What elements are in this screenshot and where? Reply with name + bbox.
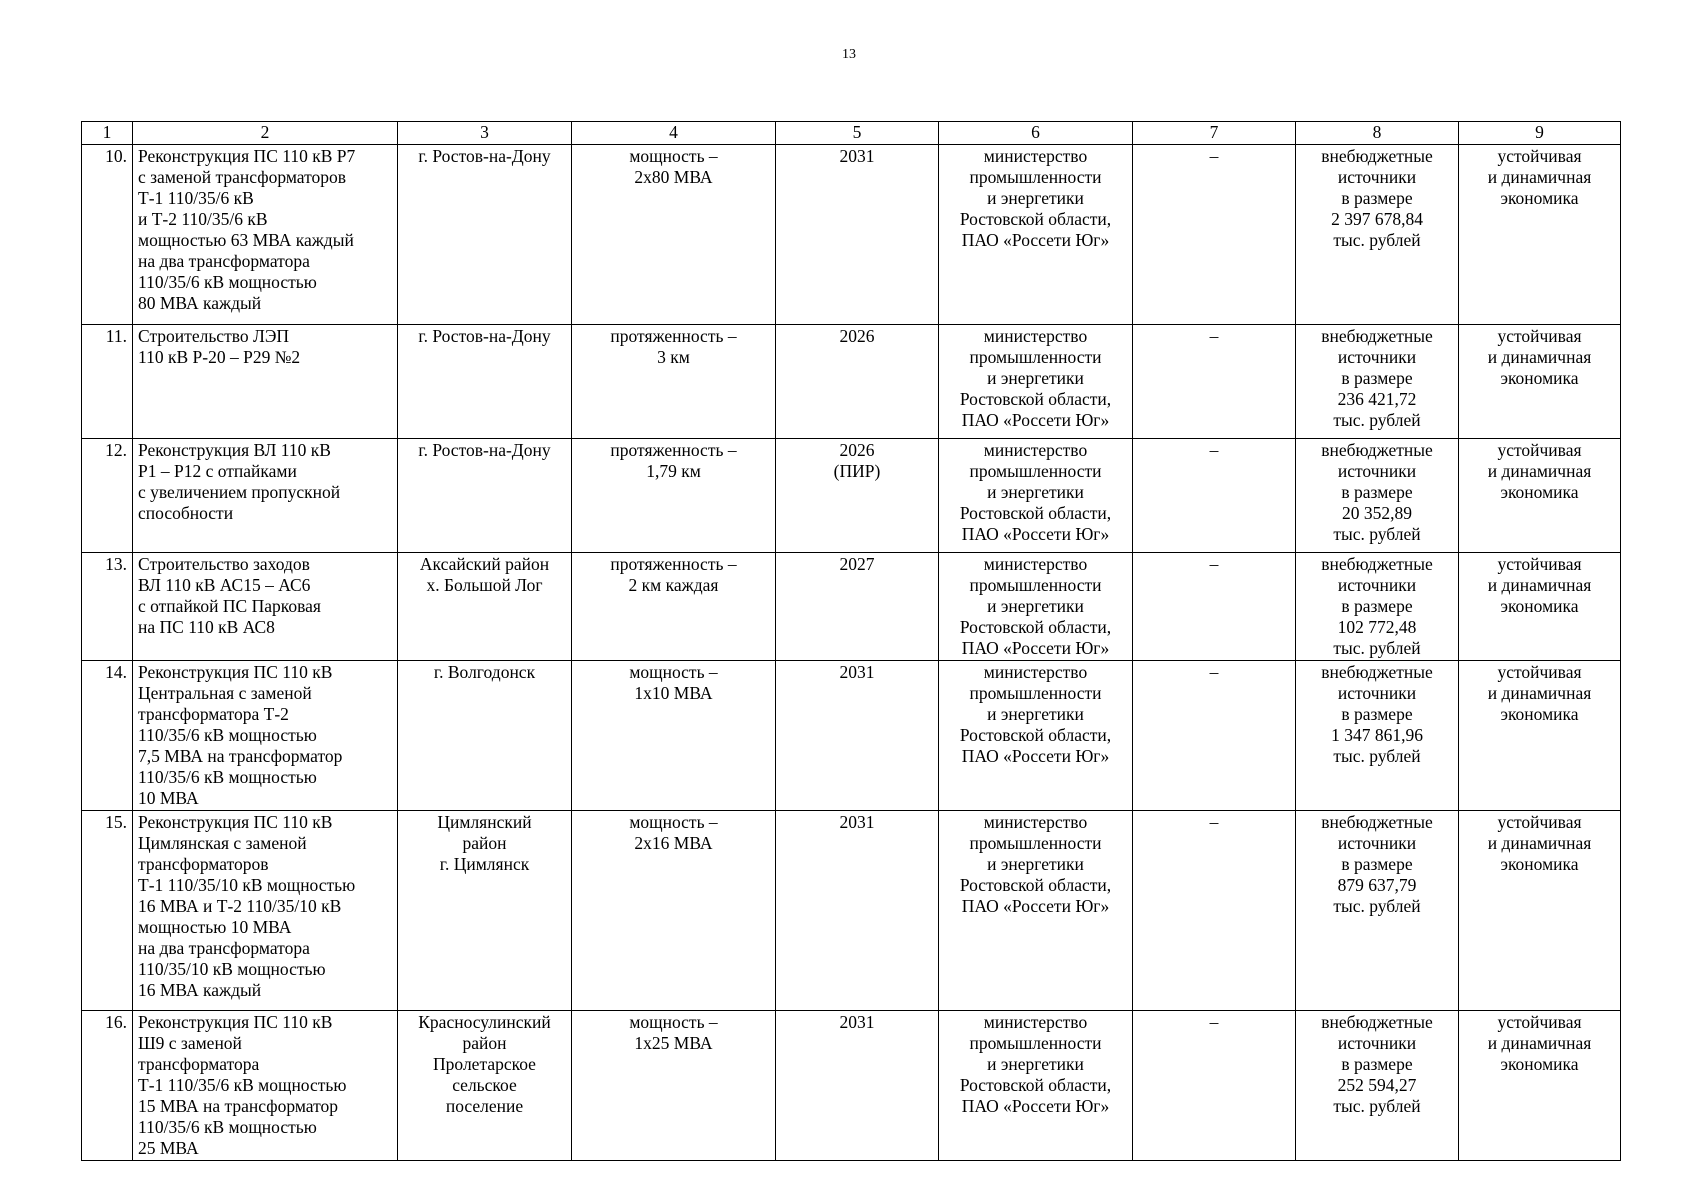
row-number: 11. — [82, 325, 133, 439]
project-capacity: мощность – 1х10 МВА — [572, 661, 776, 811]
table-row — [82, 439, 1621, 553]
project-column-7: – — [1133, 439, 1296, 553]
project-responsible: министерство промышленности и энергетики Ростовской области, ПАО «Россети Юг» — [939, 661, 1133, 811]
project-goal: устойчивая и динамичная экономика — [1459, 1011, 1621, 1161]
project-responsible: министерство промышленности и энергетики Ростовской области, ПАО «Россети Юг» — [939, 145, 1133, 325]
project-year: 2027 — [776, 553, 939, 661]
project-location: Цимлянский район г. Цимлянск — [398, 811, 572, 1011]
project-year: 2031 — [776, 1011, 939, 1161]
table-row — [82, 325, 1621, 439]
row-number: 15. — [82, 811, 133, 1011]
project-description: Реконструкция ВЛ 110 кВ Р1 – Р12 с отпайками с увеличением пропускной способности — [133, 439, 398, 553]
project-responsible: министерство промышленности и энергетики Ростовской области, ПАО «Россети Юг» — [939, 553, 1133, 661]
page-number: 13 — [842, 47, 856, 62]
project-location: г. Ростов-на-Дону — [398, 145, 572, 325]
project-description: Реконструкция ПС 110 кВ Центральная с заменой трансформатора Т-2 110/35/6 кВ мощностью 7,5 МВА на трансформатор 110/35/6 кВ мощностью 10 МВА — [133, 661, 398, 811]
project-goal: устойчивая и динамичная экономика — [1459, 553, 1621, 661]
column-header: 4 — [572, 122, 776, 145]
row-number: 13. — [82, 553, 133, 661]
column-header: 6 — [939, 122, 1133, 145]
column-header: 2 — [133, 122, 398, 145]
project-funding: внебюджетные источники в размере 252 594,27 тыс. рублей — [1296, 1011, 1459, 1161]
project-funding: внебюджетные источники в размере 2 397 678,84 тыс. рублей — [1296, 145, 1459, 325]
project-capacity: мощность – 2х80 МВА — [572, 145, 776, 325]
table-header-row — [82, 122, 1621, 145]
project-capacity: протяженность – 1,79 км — [572, 439, 776, 553]
project-responsible: министерство промышленности и энергетики Ростовской области, ПАО «Россети Юг» — [939, 325, 1133, 439]
project-description: Реконструкция ПС 110 кВ Ш9 с заменой трансформатора Т-1 110/35/6 кВ мощностью 15 МВА на трансформатор 110/35/6 кВ мощностью 25 МВА — [133, 1011, 398, 1161]
project-year: 2026 — [776, 325, 939, 439]
project-column-7: – — [1133, 145, 1296, 325]
row-number: 16. — [82, 1011, 133, 1161]
project-column-7: – — [1133, 811, 1296, 1011]
project-location: г. Волгодонск — [398, 661, 572, 811]
project-column-7: – — [1133, 661, 1296, 811]
project-capacity: мощность – 2х16 МВА — [572, 811, 776, 1011]
project-location: г. Ростов-на-Дону — [398, 325, 572, 439]
project-goal: устойчивая и динамичная экономика — [1459, 439, 1621, 553]
column-header: 3 — [398, 122, 572, 145]
project-capacity: мощность – 1х25 МВА — [572, 1011, 776, 1161]
row-number: 12. — [82, 439, 133, 553]
column-header: 5 — [776, 122, 939, 145]
project-capacity: протяженность – 3 км — [572, 325, 776, 439]
project-responsible: министерство промышленности и энергетики Ростовской области, ПАО «Россети Юг» — [939, 1011, 1133, 1161]
row-number: 14. — [82, 661, 133, 811]
investment-projects-table — [81, 121, 1621, 1161]
row-number: 10. — [82, 145, 133, 325]
project-location: Аксайский район х. Большой Лог — [398, 553, 572, 661]
project-goal: устойчивая и динамичная экономика — [1459, 661, 1621, 811]
project-column-7: – — [1133, 325, 1296, 439]
project-funding: внебюджетные источники в размере 1 347 861,96 тыс. рублей — [1296, 661, 1459, 811]
column-header: 8 — [1296, 122, 1459, 145]
table-row — [82, 811, 1621, 1011]
project-goal: устойчивая и динамичная экономика — [1459, 325, 1621, 439]
project-funding: внебюджетные источники в размере 879 637,79 тыс. рублей — [1296, 811, 1459, 1011]
project-goal: устойчивая и динамичная экономика — [1459, 811, 1621, 1011]
column-header: 7 — [1133, 122, 1296, 145]
table-row — [82, 661, 1621, 811]
project-funding: внебюджетные источники в размере 236 421,72 тыс. рублей — [1296, 325, 1459, 439]
project-description: Реконструкция ПС 110 кВ Р7 с заменой трансформаторов Т-1 110/35/6 кВ и Т-2 110/35/6 кВ мощностью 63 МВА каждый на два трансформатора 110/35/6 кВ мощностью 80 МВА каждый — [133, 145, 398, 325]
project-year: 2031 — [776, 661, 939, 811]
project-column-7: – — [1133, 1011, 1296, 1161]
project-responsible: министерство промышленности и энергетики Ростовской области, ПАО «Россети Юг» — [939, 811, 1133, 1011]
project-responsible: министерство промышленности и энергетики Ростовской области, ПАО «Россети Юг» — [939, 439, 1133, 553]
column-header: 1 — [82, 122, 133, 145]
table-row — [82, 553, 1621, 661]
project-column-7: – — [1133, 553, 1296, 661]
project-year: 2031 — [776, 145, 939, 325]
project-description: Реконструкция ПС 110 кВ Цимлянская с заменой трансформаторов Т-1 110/35/10 кВ мощностью 16 МВА и Т-2 110/35/10 кВ мощностью 10 МВА на два трансформатора 110/35/10 кВ мощностью 16 МВА каждый — [133, 811, 398, 1011]
table-row — [82, 145, 1621, 325]
project-funding: внебюджетные источники в размере 102 772,48 тыс. рублей — [1296, 553, 1459, 661]
project-year: 2031 — [776, 811, 939, 1011]
project-description: Строительство заходов ВЛ 110 кВ АС15 – АС6 с отпайкой ПС Парковая на ПС 110 кВ АС8 — [133, 553, 398, 661]
project-location: г. Ростов-на-Дону — [398, 439, 572, 553]
project-year: 2026 (ПИР) — [776, 439, 939, 553]
project-funding: внебюджетные источники в размере 20 352,89 тыс. рублей — [1296, 439, 1459, 553]
project-capacity: протяженность – 2 км каждая — [572, 553, 776, 661]
project-description: Строительство ЛЭП 110 кВ Р-20 – Р29 №2 — [133, 325, 398, 439]
project-location: Красносулинский район Пролетарское сельское поселение — [398, 1011, 572, 1161]
table-row — [82, 1011, 1621, 1161]
project-goal: устойчивая и динамичная экономика — [1459, 145, 1621, 325]
column-header: 9 — [1459, 122, 1621, 145]
